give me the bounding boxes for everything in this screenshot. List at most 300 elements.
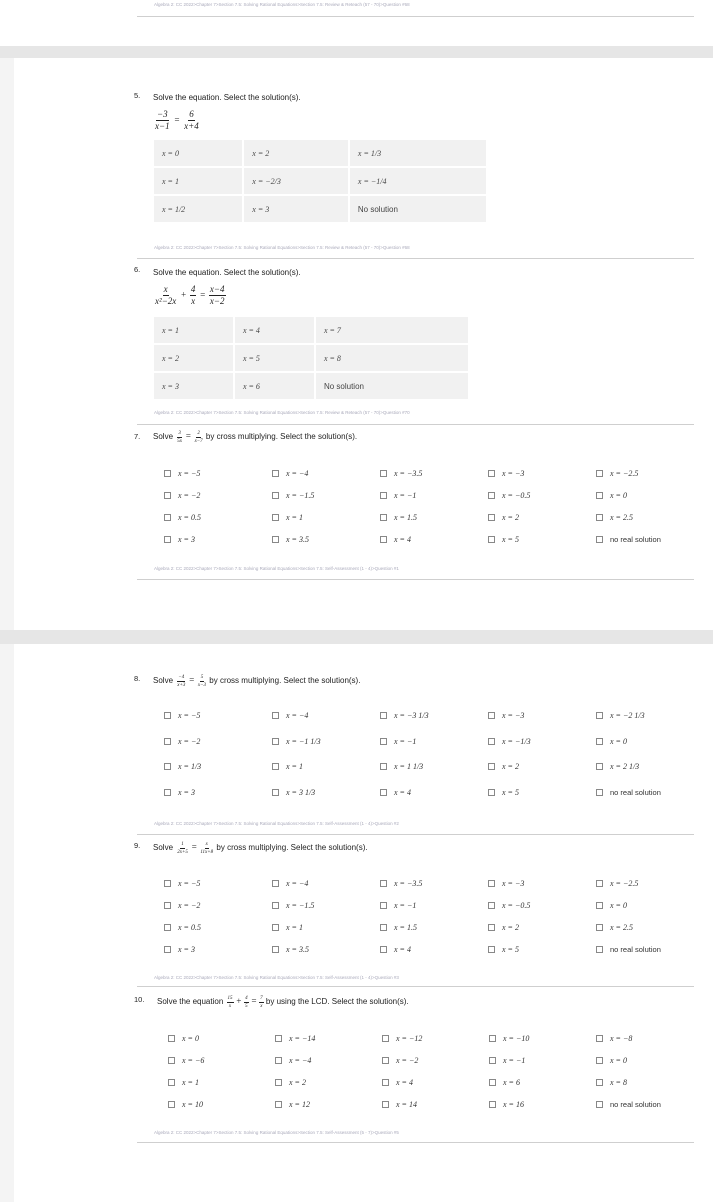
answer-checkbox-option[interactable] bbox=[380, 491, 416, 500]
checkbox-label: x = 16 bbox=[503, 1100, 524, 1109]
checkbox-label: x = 1.5 bbox=[394, 513, 417, 522]
checkbox[interactable] bbox=[380, 492, 387, 499]
checkbox-label: x = 0 bbox=[182, 1034, 199, 1043]
answer-checkbox-option[interactable] bbox=[168, 1100, 203, 1109]
checkbox[interactable] bbox=[272, 789, 279, 796]
checkbox[interactable] bbox=[272, 946, 279, 953]
checkbox[interactable] bbox=[380, 789, 387, 796]
answer-option[interactable]: x = 3 bbox=[244, 196, 348, 222]
answer-checkbox-option[interactable] bbox=[164, 923, 201, 932]
checkbox-label: x = 2 bbox=[502, 513, 519, 522]
checkbox[interactable] bbox=[488, 536, 495, 543]
question-prompt bbox=[157, 996, 409, 1009]
answer-option[interactable]: No solution bbox=[350, 196, 486, 222]
answer-checkbox-option[interactable] bbox=[488, 737, 531, 746]
checkbox-label: x = −10 bbox=[503, 1034, 530, 1043]
answer-checkbox-option[interactable] bbox=[596, 711, 645, 720]
checkbox[interactable] bbox=[164, 514, 171, 521]
fraction-numerator: 3 bbox=[178, 431, 181, 437]
answer-checkbox-option[interactable] bbox=[168, 1034, 199, 1043]
answer-checkbox-option[interactable] bbox=[596, 901, 627, 910]
divider bbox=[137, 834, 694, 835]
answer-checkbox-option[interactable] bbox=[596, 788, 661, 797]
checkbox-label: x = −4 bbox=[286, 711, 309, 720]
answer-checkbox-option[interactable] bbox=[164, 901, 200, 910]
prompt-text: by using the LCD. Select the solution(s). bbox=[265, 997, 409, 1006]
answer-checkbox-option[interactable] bbox=[272, 737, 321, 746]
checkbox-label: x = −1 bbox=[394, 491, 417, 500]
answer-checkbox-option[interactable] bbox=[275, 1078, 306, 1087]
checkbox-label: x = 6 bbox=[503, 1078, 520, 1087]
answer-checkbox-option[interactable] bbox=[272, 923, 303, 932]
checkbox[interactable] bbox=[488, 514, 495, 521]
answer-checkbox-option[interactable] bbox=[488, 513, 519, 522]
checkbox-label: x = 14 bbox=[396, 1100, 417, 1109]
checkbox[interactable] bbox=[275, 1101, 282, 1108]
checkbox-label: x = 10 bbox=[182, 1100, 203, 1109]
checkbox[interactable] bbox=[380, 738, 387, 745]
prompt-text: by cross multiplying. Select the solution(s). bbox=[216, 843, 368, 852]
answer-checkbox-option[interactable] bbox=[488, 469, 524, 478]
checkbox-label: x = 0 bbox=[610, 1056, 627, 1065]
checkbox[interactable] bbox=[488, 712, 495, 719]
checkbox[interactable] bbox=[380, 924, 387, 931]
checkbox[interactable] bbox=[596, 763, 603, 770]
checkbox[interactable] bbox=[380, 470, 387, 477]
checkbox[interactable] bbox=[168, 1079, 175, 1086]
checkbox[interactable] bbox=[272, 880, 279, 887]
answer-checkbox-option[interactable] bbox=[596, 879, 638, 888]
answer-checkbox-option[interactable] bbox=[168, 1078, 199, 1087]
checkbox-label: x = −1.5 bbox=[286, 901, 315, 910]
checkbox[interactable] bbox=[596, 946, 603, 953]
checkbox-label: x = 2 1/3 bbox=[610, 762, 640, 771]
fraction-denominator: x−2 bbox=[209, 296, 225, 306]
checkbox-label: x = −12 bbox=[396, 1034, 423, 1043]
left-margin-strip-2 bbox=[0, 644, 14, 1202]
checkbox[interactable] bbox=[488, 738, 495, 745]
checkbox[interactable] bbox=[596, 738, 603, 745]
plus-sign: + bbox=[180, 289, 187, 300]
checkbox[interactable] bbox=[382, 1057, 389, 1064]
checkbox[interactable] bbox=[275, 1057, 282, 1064]
checkbox[interactable] bbox=[596, 514, 603, 521]
page-gap-top bbox=[0, 46, 713, 58]
checkbox-label: x = 3.5 bbox=[286, 535, 309, 544]
checkbox[interactable] bbox=[272, 924, 279, 931]
checkbox[interactable] bbox=[275, 1035, 282, 1042]
left-margin-strip bbox=[0, 58, 14, 630]
plus-sign: + bbox=[235, 996, 242, 1006]
answer-checkbox-option[interactable] bbox=[272, 901, 314, 910]
fraction-denominator: x−1 bbox=[155, 121, 170, 131]
checkbox-label: x = −5 bbox=[178, 879, 201, 888]
answer-checkbox-option[interactable] bbox=[275, 1056, 311, 1065]
answer-checkbox-option[interactable] bbox=[488, 788, 519, 797]
prompt-text: Solve bbox=[153, 676, 174, 685]
checkbox[interactable] bbox=[380, 946, 387, 953]
checkbox[interactable] bbox=[164, 712, 171, 719]
answer-checkbox-option[interactable] bbox=[596, 535, 661, 544]
checkbox-label: x = −2 bbox=[178, 736, 201, 746]
answer-checkbox-option[interactable] bbox=[488, 879, 524, 888]
checkbox[interactable] bbox=[596, 1035, 603, 1042]
answer-checkbox-option[interactable] bbox=[488, 535, 519, 544]
answer-checkbox-option[interactable] bbox=[272, 762, 303, 771]
checkbox[interactable] bbox=[596, 902, 603, 909]
answer-option[interactable]: x = 1/3 bbox=[350, 140, 486, 166]
fraction-numerator: x bbox=[205, 842, 208, 848]
question-prompt bbox=[153, 842, 368, 855]
question-prompt: Solve the equation. Select the solution(s). bbox=[153, 268, 301, 277]
fraction-numerator: 1 bbox=[181, 842, 184, 848]
checkbox-label: x = 0 bbox=[610, 736, 627, 746]
answer-option[interactable]: x = 6 bbox=[235, 373, 314, 399]
answer-option[interactable]: x = 5 bbox=[235, 345, 314, 371]
answer-option[interactable]: x = 7 bbox=[316, 317, 468, 343]
checkbox-label: x = −3 bbox=[502, 711, 525, 720]
checkbox[interactable] bbox=[164, 763, 171, 770]
checkbox-label: x = −0.5 bbox=[502, 491, 531, 500]
footer-breadcrumb: Algebra 2: CC 2022>Chapter 7>Section 7.5: Solving Rational Equations>Section 7.5: Self-Assessment (1 - 4)>Question #3 bbox=[154, 975, 399, 980]
checkbox[interactable] bbox=[164, 492, 171, 499]
question-number: 7. bbox=[134, 432, 141, 441]
answer-checkbox-option[interactable] bbox=[488, 923, 519, 932]
checkbox[interactable] bbox=[164, 902, 171, 909]
checkbox[interactable] bbox=[272, 536, 279, 543]
checkbox-label: x = 2 bbox=[502, 923, 519, 932]
answer-checkbox-option[interactable] bbox=[596, 469, 638, 478]
answer-checkbox-option[interactable] bbox=[275, 1034, 315, 1043]
checkbox[interactable] bbox=[272, 738, 279, 745]
checkbox-label: x = 1 bbox=[286, 762, 303, 771]
prompt-text: by cross multiplying. Select the solution(s). bbox=[205, 432, 358, 441]
checkbox-label: no real solution bbox=[610, 535, 661, 544]
checkbox-label: x = −1.5 bbox=[286, 491, 315, 500]
checkbox[interactable] bbox=[275, 1079, 282, 1086]
equation bbox=[153, 285, 227, 306]
checkbox-label: x = 0.5 bbox=[178, 923, 201, 932]
checkbox[interactable] bbox=[596, 924, 603, 931]
checkbox[interactable] bbox=[164, 470, 171, 477]
checkbox[interactable] bbox=[380, 763, 387, 770]
answer-checkbox-option[interactable] bbox=[164, 513, 201, 522]
prompt-text: Solve bbox=[153, 432, 174, 441]
answer-checkbox-option[interactable] bbox=[596, 737, 627, 746]
checkbox[interactable] bbox=[596, 492, 603, 499]
checkbox[interactable] bbox=[272, 712, 279, 719]
checkbox-label: x = 12 bbox=[289, 1100, 310, 1109]
checkbox[interactable] bbox=[168, 1035, 175, 1042]
checkbox[interactable] bbox=[382, 1079, 389, 1086]
answer-checkbox-option[interactable] bbox=[164, 788, 195, 797]
checkbox-label: x = 4 bbox=[394, 787, 411, 797]
answer-checkbox-option[interactable] bbox=[272, 945, 309, 954]
answer-checkbox-option[interactable] bbox=[596, 945, 661, 954]
fraction-denominator: x bbox=[260, 1004, 263, 1010]
fraction-numerator: 2 bbox=[197, 431, 200, 437]
checkbox[interactable] bbox=[488, 470, 495, 477]
checkbox[interactable] bbox=[489, 1057, 496, 1064]
answer-checkbox-option[interactable] bbox=[489, 1056, 525, 1065]
answer-checkbox-option[interactable] bbox=[596, 762, 639, 771]
equals-sign: = bbox=[199, 289, 206, 300]
checkbox-label: x = 4 bbox=[396, 1078, 413, 1087]
checkbox[interactable] bbox=[488, 880, 495, 887]
fraction-denominator: x bbox=[228, 1004, 232, 1010]
footer-breadcrumb: Algebra 2: CC 2022>Chapter 7>Section 7.5: Solving Rational Equations>Section 7.5: Self-Assessment (1 - 4)>Question #1 bbox=[154, 566, 399, 571]
checkbox[interactable] bbox=[596, 1079, 603, 1086]
checkbox[interactable] bbox=[272, 492, 279, 499]
answer-checkbox-option[interactable] bbox=[382, 1056, 418, 1065]
checkbox-label: x = 3 1/3 bbox=[286, 787, 316, 797]
answer-option[interactable]: x = −2/3 bbox=[244, 168, 348, 194]
answer-checkbox-option[interactable] bbox=[164, 762, 201, 771]
answer-checkbox-option[interactable] bbox=[596, 1034, 632, 1043]
answer-option[interactable]: No solution bbox=[316, 373, 468, 399]
prompt-text: Solve bbox=[153, 843, 174, 852]
checkbox-label: x = 0.5 bbox=[178, 513, 201, 522]
checkbox[interactable] bbox=[164, 536, 171, 543]
answer-checkbox-option[interactable] bbox=[272, 711, 308, 720]
question-number: 8. bbox=[134, 674, 141, 683]
checkbox-label: x = 3.5 bbox=[286, 945, 309, 954]
checkbox-label: x = −2 bbox=[178, 491, 201, 500]
answer-checkbox-option[interactable] bbox=[168, 1056, 204, 1065]
answer-option[interactable]: x = 3 bbox=[154, 373, 233, 399]
answer-checkbox-option[interactable] bbox=[272, 513, 303, 522]
checkbox-label: x = 0 bbox=[610, 901, 627, 910]
fraction-numerator: −3 bbox=[157, 109, 168, 119]
answer-checkbox-option[interactable] bbox=[380, 923, 417, 932]
answer-checkbox-option[interactable] bbox=[275, 1100, 310, 1109]
answer-checkbox-option[interactable] bbox=[272, 879, 308, 888]
checkbox[interactable] bbox=[380, 536, 387, 543]
question-number: 9. bbox=[134, 841, 141, 850]
checkbox[interactable] bbox=[272, 763, 279, 770]
answer-checkbox-option[interactable] bbox=[164, 737, 200, 746]
answer-checkbox-option[interactable] bbox=[380, 737, 416, 746]
answer-checkbox-option[interactable] bbox=[164, 879, 200, 888]
fraction-numerator: 5 bbox=[200, 675, 204, 681]
checkbox[interactable] bbox=[488, 763, 495, 770]
checkbox-label: x = 1 bbox=[286, 513, 303, 522]
checkbox[interactable] bbox=[164, 789, 171, 796]
fraction-numerator: x−4 bbox=[209, 284, 225, 294]
answer-checkbox-option[interactable] bbox=[164, 711, 200, 720]
fraction-denominator: x−7 bbox=[194, 439, 203, 445]
answer-checkbox-option[interactable] bbox=[380, 945, 411, 954]
answer-checkbox-option[interactable] bbox=[380, 788, 411, 797]
checkbox-label: x = 2 bbox=[289, 1078, 306, 1087]
answer-checkbox-option[interactable] bbox=[488, 491, 530, 500]
checkbox-label: x = −14 bbox=[289, 1034, 316, 1043]
checkbox[interactable] bbox=[596, 789, 603, 796]
checkbox[interactable] bbox=[596, 470, 603, 477]
footer-breadcrumb: Algebra 2: CC 2022>Chapter 7>Section 7.5: Solving Rational Equations>Section 7.5: Review & Reteach (57 - 70)>Question #68 bbox=[154, 245, 410, 250]
checkbox[interactable] bbox=[488, 902, 495, 909]
checkbox[interactable] bbox=[380, 880, 387, 887]
answer-checkbox-option[interactable] bbox=[489, 1100, 524, 1109]
answer-option[interactable]: x = 4 bbox=[235, 317, 314, 343]
fraction-denominator: x+4 bbox=[184, 121, 199, 131]
answer-checkbox-option[interactable] bbox=[488, 945, 519, 954]
checkbox-label: x = 1/3 bbox=[178, 762, 202, 771]
answer-checkbox-option[interactable] bbox=[272, 788, 315, 797]
answer-options-table bbox=[152, 138, 488, 224]
checkbox-label: x = 4 bbox=[394, 945, 411, 954]
checkbox[interactable] bbox=[168, 1101, 175, 1108]
answer-checkbox-option[interactable] bbox=[596, 923, 633, 932]
fraction-denominator: x+3 bbox=[177, 683, 186, 689]
footer-question-68-top: Algebra 2: CC 2022>Chapter 7>Section 7.5: Solving Rational Equations>Section 7.5: Review & Reteach (57 - 70)>Question #68 bbox=[154, 2, 410, 7]
checkbox-label: x = −3.5 bbox=[394, 879, 423, 888]
answer-checkbox-option[interactable] bbox=[272, 535, 309, 544]
checkbox-label: no real solution bbox=[610, 945, 661, 954]
checkbox[interactable] bbox=[596, 1057, 603, 1064]
question-prompt bbox=[153, 431, 357, 444]
checkbox-label: x = 1 bbox=[182, 1078, 199, 1087]
fraction-denominator: x bbox=[191, 296, 196, 306]
checkbox-label: x = −1 bbox=[503, 1056, 526, 1065]
divider bbox=[137, 986, 694, 987]
equals-sign: = bbox=[250, 996, 257, 1006]
checkbox[interactable] bbox=[380, 712, 387, 719]
answer-option[interactable]: x = 0 bbox=[154, 140, 242, 166]
checkbox-label: x = 4 bbox=[394, 535, 411, 544]
answer-checkbox-option[interactable] bbox=[488, 901, 530, 910]
answer-checkbox-option[interactable] bbox=[380, 711, 429, 720]
answer-checkbox-option[interactable] bbox=[380, 901, 416, 910]
checkbox[interactable] bbox=[164, 924, 171, 931]
answer-checkbox-option[interactable] bbox=[382, 1100, 417, 1109]
checkbox[interactable] bbox=[489, 1101, 496, 1108]
checkbox-label: no real solution bbox=[610, 1100, 661, 1109]
question-number: 5. bbox=[134, 91, 141, 100]
answer-checkbox-option[interactable] bbox=[596, 1056, 627, 1065]
answer-checkbox-option[interactable] bbox=[382, 1078, 413, 1087]
answer-checkbox-option[interactable] bbox=[596, 1100, 661, 1109]
answer-option[interactable]: x = 2 bbox=[154, 345, 233, 371]
checkbox-label: x = −8 bbox=[610, 1034, 633, 1043]
fraction-denominator: 11x+8 bbox=[200, 850, 214, 856]
checkbox[interactable] bbox=[488, 492, 495, 499]
answer-checkbox-option[interactable] bbox=[164, 945, 195, 954]
checkbox-label: x = 1 bbox=[286, 923, 303, 932]
checkbox-label: x = −1/3 bbox=[502, 736, 531, 746]
answer-option[interactable]: x = 1 bbox=[154, 317, 233, 343]
answer-checkbox-option[interactable] bbox=[272, 491, 314, 500]
checkbox[interactable] bbox=[382, 1035, 389, 1042]
answer-checkbox-option[interactable] bbox=[488, 762, 519, 771]
checkbox-label: x = −3 1/3 bbox=[394, 711, 429, 720]
checkbox-label: x = 5 bbox=[502, 945, 519, 954]
equals-sign: = bbox=[188, 675, 195, 685]
checkbox[interactable] bbox=[380, 902, 387, 909]
answer-checkbox-option[interactable] bbox=[489, 1078, 520, 1087]
answer-checkbox-option[interactable] bbox=[164, 469, 200, 478]
checkbox[interactable] bbox=[382, 1101, 389, 1108]
checkbox[interactable] bbox=[489, 1079, 496, 1086]
checkbox[interactable] bbox=[272, 514, 279, 521]
checkbox[interactable] bbox=[596, 880, 603, 887]
checkbox-label: x = 8 bbox=[610, 1078, 627, 1087]
checkbox-label: x = 1.5 bbox=[394, 923, 417, 932]
fraction-denominator: 5x bbox=[177, 439, 182, 445]
answer-checkbox-option[interactable] bbox=[382, 1034, 422, 1043]
checkbox[interactable] bbox=[380, 514, 387, 521]
checkbox[interactable] bbox=[168, 1057, 175, 1064]
checkbox[interactable] bbox=[164, 946, 171, 953]
question-prompt: Solve the equation. Select the solution(s). bbox=[153, 93, 301, 102]
checkbox[interactable] bbox=[489, 1035, 496, 1042]
footer-breadcrumb: Algebra 2: CC 2022>Chapter 7>Section 7.5: Solving Rational Equations>Section 7.5: Self-Assessment (1 - 4)>Question #2 bbox=[154, 821, 399, 826]
checkbox-label: x = −2 bbox=[178, 901, 201, 910]
answer-checkbox-option[interactable] bbox=[488, 711, 524, 720]
divider bbox=[137, 579, 694, 580]
answer-checkbox-option[interactable] bbox=[596, 1078, 627, 1087]
checkbox[interactable] bbox=[488, 789, 495, 796]
checkbox-label: x = −1 bbox=[394, 901, 417, 910]
checkbox-label: x = 1 1/3 bbox=[394, 762, 424, 771]
answer-checkbox-option[interactable] bbox=[489, 1034, 529, 1043]
answer-checkbox-option[interactable] bbox=[164, 491, 200, 500]
checkbox[interactable] bbox=[488, 946, 495, 953]
answer-checkbox-option[interactable] bbox=[380, 513, 417, 522]
fraction-denominator: 2x+5 bbox=[177, 850, 188, 856]
fraction-numerator: 4 bbox=[190, 284, 196, 294]
checkbox[interactable] bbox=[272, 470, 279, 477]
checkbox[interactable] bbox=[272, 902, 279, 909]
answer-option[interactable]: x = 8 bbox=[316, 345, 468, 371]
checkbox-label: x = 3 bbox=[178, 787, 195, 797]
fraction-denominator: x−3 bbox=[197, 683, 207, 689]
answer-option[interactable]: x = 1 bbox=[154, 168, 242, 194]
checkbox[interactable] bbox=[488, 924, 495, 931]
checkbox-label: x = −3.5 bbox=[394, 469, 423, 478]
answer-option[interactable]: x = 1/2 bbox=[154, 196, 242, 222]
checkbox-label: x = 0 bbox=[610, 491, 627, 500]
checkbox[interactable] bbox=[164, 880, 171, 887]
checkbox-label: x = −4 bbox=[289, 1056, 312, 1065]
fraction-numerator: −4 bbox=[178, 675, 185, 681]
answer-checkbox-option[interactable] bbox=[380, 535, 411, 544]
answer-checkbox-option[interactable] bbox=[380, 469, 422, 478]
answer-option[interactable]: x = 2 bbox=[244, 140, 348, 166]
checkbox[interactable] bbox=[596, 712, 603, 719]
answer-checkbox-option[interactable] bbox=[596, 513, 633, 522]
answer-checkbox-option[interactable] bbox=[272, 469, 308, 478]
checkbox[interactable] bbox=[596, 1101, 603, 1108]
checkbox-label: x = 5 bbox=[502, 535, 519, 544]
fraction-numerator: 4 bbox=[245, 996, 248, 1002]
answer-checkbox-option[interactable] bbox=[380, 879, 422, 888]
footer-breadcrumb: Algebra 2: CC 2022>Chapter 7>Section 7.5: Solving Rational Equations>Section 7.5: Self-Assessment (5 - 7)>Question #5 bbox=[154, 1130, 399, 1135]
equals-sign: = bbox=[191, 842, 198, 852]
checkbox-label: x = −2.5 bbox=[610, 879, 639, 888]
answer-checkbox-option[interactable] bbox=[164, 535, 195, 544]
divider bbox=[137, 1142, 694, 1143]
prompt-text: Solve the equation bbox=[157, 997, 224, 1006]
checkbox-label: x = −0.5 bbox=[502, 901, 531, 910]
answer-checkbox-option[interactable] bbox=[380, 762, 423, 771]
checkbox-label: x = −2.5 bbox=[610, 469, 639, 478]
answer-option[interactable]: x = −1/4 bbox=[350, 168, 486, 194]
checkbox[interactable] bbox=[164, 738, 171, 745]
checkbox[interactable] bbox=[596, 536, 603, 543]
checkbox-label: x = −2 bbox=[396, 1056, 419, 1065]
answer-checkbox-option[interactable] bbox=[596, 491, 627, 500]
